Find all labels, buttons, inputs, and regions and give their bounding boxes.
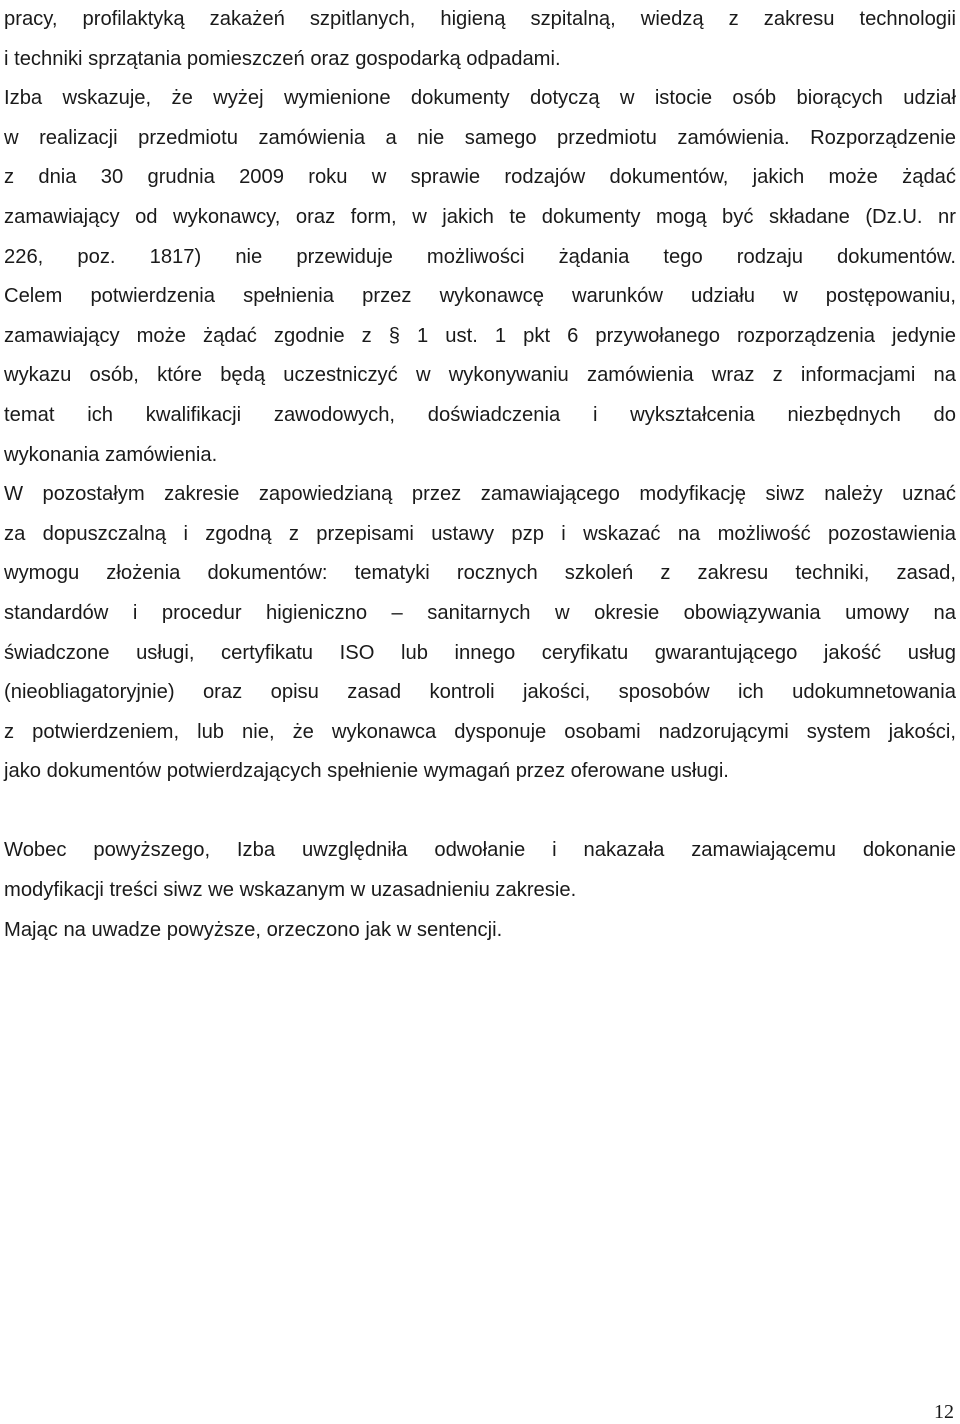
text-line-16: standardów i procedur higieniczno – sanitarnych w okresie obowiązywania umowy na xyxy=(4,601,956,624)
text-line-17: świadczone usługi, certyfikatu ISO lub innego ceryfikatu gwarantującego jakość usług xyxy=(4,641,956,664)
text-line-6: zamawiający od wykonawcy, oraz form, w jakich te dokumenty mogą być składane (Dz.U. nr xyxy=(4,205,956,228)
text-line-7: 226, poz. 1817) nie przewiduje możliwości żądania tego rodzaju dokumentów. xyxy=(4,245,956,268)
text-line-12: wykonania zamówienia. xyxy=(4,443,218,466)
page-number: 12 xyxy=(934,1401,954,1423)
paragraph-gap xyxy=(4,792,956,832)
text-line-10: wykazu osób, które będą uczestniczyć w wykonywaniu zamówienia wraz z informacjami na xyxy=(4,364,956,387)
text-line-3: Izba wskazuje, że wyżej wymienione dokumenty dotyczą w istocie osób biorących udział xyxy=(4,87,956,110)
text-line-19: z potwierdzeniem, lub nie, że wykonawca dysponuje osobami nadzorującymi system jakości, xyxy=(4,720,956,743)
text-line-23: Mając na uwadze powyższe, orzeczono jak w sentencji. xyxy=(4,918,503,941)
text-line-2: i techniki sprzątania pomieszczeń oraz gospodarką odpadami. xyxy=(4,47,561,70)
text-line-4: w realizacji przedmiotu zamówienia a nie samego przedmiotu zamówienia. Rozporządzenie xyxy=(4,126,956,149)
text-line-15: wymogu złożenia dokumentów: tematyki rocznych szkoleń z zakresu techniki, zasad, xyxy=(4,562,956,585)
text-line-5: z dnia 30 grudnia 2009 roku w sprawie rodzajów dokumentów, jakich może żądać xyxy=(4,166,956,189)
document-page xyxy=(4,0,956,950)
text-line-13: W pozostałym zakresie zapowiedzianą przez zamawiającego modyfikację siwz należy uznać xyxy=(4,483,956,506)
text-line-9: zamawiający może żądać zgodnie z § 1 ust. 1 pkt 6 przywołanego rozporządzenia jedynie xyxy=(4,324,956,347)
text-line-11: temat ich kwalifikacji zawodowych, doświadczenia i wykształcenia niezbędnych do xyxy=(4,403,956,426)
text-line-14: za dopuszczalną i zgodną z przepisami ustawy pzp i wskazać na możliwość pozostawienia xyxy=(4,522,956,545)
text-line-8: Celem potwierdzenia spełnienia przez wykonawcę warunków udziału w postępowaniu, xyxy=(4,285,956,308)
text-line-22: modyfikacji treści siwz we wskazanym w uzasadnieniu zakresie. xyxy=(4,879,577,902)
text-line-21: Wobec powyższego, Izba uwzględniła odwołanie i nakazała zamawiającemu dokonanie xyxy=(4,839,956,862)
text-line-1: pracy, profilaktyką zakażeń szpitlanych, higieną szpitalną, wiedzą z zakresu technologii xyxy=(4,8,956,30)
text-line-20: jako dokumentów potwierdzających spełnienie wymagań przez oferowane usługi. xyxy=(4,760,729,783)
text-line-18: (nieobliagatoryjnie) oraz opisu zasad kontroli jakości, sposobów ich udokumnetowania xyxy=(4,681,956,704)
